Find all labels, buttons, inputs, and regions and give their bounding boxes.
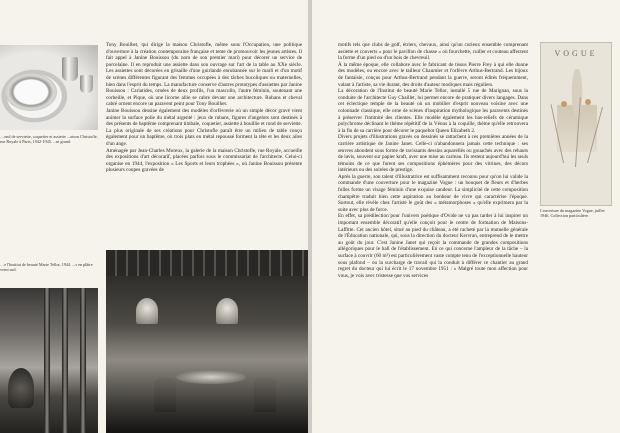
plant-shape [8,368,34,408]
table-shape [176,370,246,384]
flower-shape [561,101,567,107]
silver-plate-shape [5,73,57,111]
institute-caption: …e l'Institut de beauté Marie Tellor, 1944. ...s en plâtre verni sud. [0,262,93,273]
flower-shape [585,99,591,105]
paragraph: À la même époque, elle collabore avec le fabricant de tissus Pierre Frey à qui elle donne des modèles, ou encore avec le tailleur Chaumier et l'orfèvre Arthus-Bertrand. Les bijoux de fantaisie, conçus pour Arthus-Bertrand pendant la guerre, seront édités fréquemment, valant à l'artiste, sa vie durant, des droits d'auteur modiques mais réguliers. [338,61,528,88]
vogue-masthead: VOGUE [554,49,598,58]
vogue-cover-image [540,42,612,206]
column-shape [44,288,50,433]
silver-egg-cup-shape [80,75,93,93]
paragraph: En effet, sa prédilection pour l'univers poétique d'Ovide ne va pas tarder à lui inspirer un important ensemble décoratif qu'elle conçoit pour le centre de formation de Maisons-Laffitte. Cet ancien hôtel, situé au pied du château, a été racheté par la mutuelle générale de l'Éducation nationale, qui, sous la direction du docteur Kervran, entreprend de le mettre au goût du jour. C'est Janine Janet qui reçoit la commande de grandes compositions allégoriques pour le hall de l'établissement. En ce qui concerne l'ampleur de la tâche – la surface à couvrir (60 m²) est particulièrement vaste compte tenu de l'exceptionnelle hauteur sous plafond – ou la surcharge de travail qui la conduit à différer ce chantier au grand regret du docteur qui lui écrit le 17 novembre 1951 : « Malgré toute mon affection pour vous, je vois avec tristesse que vos services [338,213,528,279]
paragraph: Après la guerre, son talent d'illustratrice est suffisamment reconnu pour qu'on lui valide la commande d'une couverture pour le magazine Vogue : un bouquet de fleurs et d'herbes folles forme un visage féminin d'une exquise candeur. La simplicité de cette composition champêtre traduit bien cette aspiration au bonheur de vivre qui caractérise l'époque. Surtout, elle révèle chez l'artiste le goût des « métamorphoses » qu'elle exprimera par la suite avec plus de force. [338,173,528,213]
chair-shape [254,378,276,412]
column-shape [80,288,86,433]
paragraph: Aménagée par Jean-Charles Moreux, la galerie de la maison Christofle, rue Royale, accueille des expositions d'art décoratif, placées parfois sous le commissariat de l'architecte. Celui-ci organise en 1944, l'exposition « Les Sports et leurs trophées », où Janine Bouissou présente plusieurs coupes gravées de [106,147,302,174]
silver-cup-shape [62,57,78,81]
chair-shape [154,378,176,412]
left-body-text [106,42,302,246]
silverware-caption: …ond de serviette, coquetier et assiette ...aison Christofle, rue Royale à Paris, 1942-1945. ...nt grand. [0,134,98,145]
vogue-caption: Couverture du magazine Vogue, juillet 1946. Collection particulière. [540,208,605,219]
lamp-shape [216,298,238,324]
ceiling-shape [106,250,308,276]
column-shape [62,288,68,433]
paragraph: Tony Bouilhet, qui dirige la maison Christofle, même sous l'Occupation, une politique d'ouverture à la création contemporaine française et tente de promouvoir les jeunes artistes. Il fait appel à Janine Bouissou (du nom de son premier mari) pour décorer un service de porcelaine. Il en reproduit une assiette dans son ouvrage sur l'art de la table au XXe siècle. Les assiettes sont décorées en grisaille d'une guirlande enrubannée sur le marli et d'un motif de scènes différentes figurant des femmes occupées à des tâches bucoliques ou maternelles, bien dans l'esprit du temps. La manufacture conserve d'autres prototypes d'assiettes par Janine Bouissou : Cariatides, ornées de deux profils, l'un masculin, l'autre féminin, soutenant une corbeille, et Pique, où une licorne allie se cabre devant une architecture. Rubans et cheval cabré ornent encore un paravent peint pour Tony Bouilhet. [106,42,302,108]
paragraph: Divers projets d'illustrations gravés ou dessinés se rattachent à ces premières années de la carrière artistique de Janine Janet. Celle-ci n'abandonnera jamais cette technique : ses œuvres abondent sous forme de ravissants dessins aquarellés ou gouachés avec des rehauts de lavis, souvent sur papier kraft, avec une mise au carreau. Ils restent aujourd'hui les seuls témoins de ce que furent ses compositions éphémères pour des vitrines, des décors intérieurs ou des soirées de prestige. [338,134,528,174]
silverware-photo [0,45,98,130]
lamp-shape [136,298,158,324]
salon-interior-photo [106,250,308,433]
paragraph: motifs tels que clubs de golf, étriers, chevaux, ainsi qu'un curieux ensemble comprenant assiette et couverts « pour le pavillon de chasse » où fourchette, cuiller et couteau affectent la forme d'un pied ou d'un bois de chevreuil. [338,42,528,62]
right-body-text [338,42,528,428]
left-page [0,0,308,433]
paragraph: La décoration de l'Institut de beauté Marie Tellor, installé 5 rue de Marignan, sous la conduite de l'architecte Guy Chaillet, lui permet encore de pratiquer divers langages. Dans cet éclectique temple de la beauté où un mobilier d'esprit nouveau voisine avec une colonnade classique, elle orne de scènes d'inspiration mythologique les paravents destinés à préserver l'intimité des clientes. Elle modèle également les bas-reliefs de céramique polychrome déclinant le thème répétitif de la Vénus à la coquille, thème qu'elle retrouvera à la fin de sa carrière pour décorer le paquebot Queen Elizabeth 2. [338,88,528,134]
paragraph: Janine Bouissou dessine également des modèles d'orfèvrerie où un simple décor gravé vient animer la surface polie du métal argenté : jeux de rubans, figures d'angelots sont destinés à des présents de baptême comprenant timbale, coquetier, assiette à bouillie et rond de serviette. La plus originale de ses créations pour Christofle paraît être un milieu de table conçu également pour un baptême, où trois plats en métal repoussé forment la tête et les deux ailes d'un ange. [106,107,302,147]
institute-interior-photo [0,288,98,433]
right-page [312,0,620,433]
